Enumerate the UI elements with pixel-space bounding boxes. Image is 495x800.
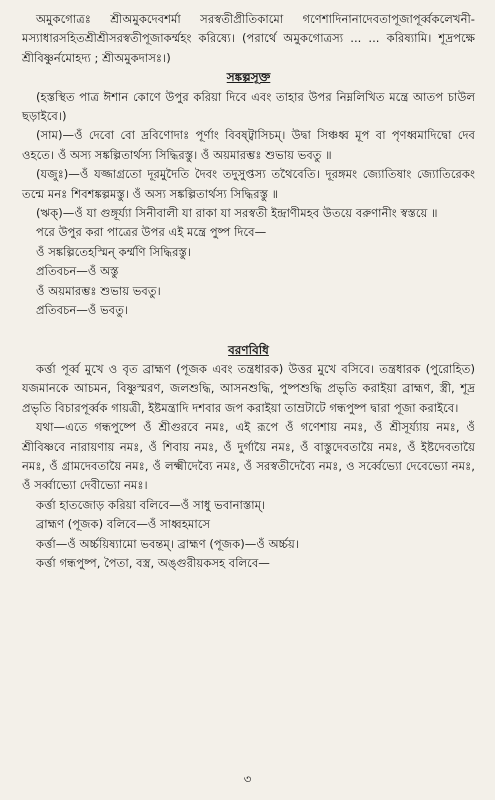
section-heading-baranabidhi: বরণবিধি bbox=[228, 342, 269, 357]
after-paragraph: পরে উপুর করা পাত্রের উপর এই মন্ত্রে পুষ্প দিবে— bbox=[36, 225, 267, 240]
body-paragraph: কর্ত্তা পূর্ব্ব মুখে ও বৃত ব্রাহ্মণ (পূজক এবং তন্ত্রধারক) উত্তর মুখে বসিবে। তন্ত্রধারক (পুরোহিত) যজমানকে আচমন, বিষ্ণুস্মরণ, জলশুদ্ধি, আসনশুদ্ধি, পুষ্পশুদ্ধি প্রভৃতি করাইয়া ব্রাহ্মণ, স্ত্রী, শূদ্র প্রভৃতি বিচারপূর্ব্বক গায়ত্রী, ইষ্টমন্ত্রাদি দশবার জপ করাইয়া তাম্রটাটে গন্ধপুষ্প দ্বারা পূজা করাইবে। bbox=[22, 361, 475, 415]
verse-yajuh: (যজুঃ)—ওঁ যজ্জাগ্রতো দূরমুদৈতি দৈবং তদুসুপ্তস্য তথৈবেতি। দূরঙ্গমং জ্যোতিষাং জ্যোতিরেকং তন্মে মনঃ শিবশঙ্কল্পমস্তু। ওঁ অস্য সঙ্কল্পিতার্থস্য সিদ্ধিরস্তু ॥ bbox=[22, 167, 475, 201]
dialogue-line: কর্ত্তা—ওঁ অর্চ্চয়িষ্যামো ভবন্তম্‌। ব্রাহ্মণ (পূজক)—ওঁ অর্চ্চয়। bbox=[36, 536, 299, 551]
mantra-line: ওঁ সঙ্কল্পিতেহস্মিন্‌ কর্ম্মণি সিদ্ধিরস্তু। bbox=[36, 244, 191, 259]
instruction-paragraph: (হস্তস্থিত পাত্র ঈশান কোণে উপুর করিয়া দিবে এবং তাহার উপর নিম্নলিখিত মন্ত্রে আতপ চাউল ছড়াইবে।) bbox=[22, 89, 475, 124]
section-heading-sankalpa: সঙ্কল্পসূক্ত bbox=[226, 70, 271, 85]
intro-paragraph: অমুকগোত্রঃ শ্রীঅমুকদেবশর্মা সরস্বতীপ্রীতিকামো গণেশাদিনানাদেবতাপূজাপূর্ব্বকলেখনী-মস্যাধারসহিতশ্রীশ্রীসরস্বতীপূজাকর্ম্মহং করিষ্যে। (পরার্থে অমুকগোত্রস্য ... ... করিষ্যামি। শূদ্রপক্ষে শ্রীবিষ্ণুর্নমোহদ্য ; শ্রীঅমুকদাসঃ।) bbox=[22, 12, 475, 65]
body-paragraph: যথা—এতে গন্ধপুষ্পে ওঁ শ্রীগুরবে নমঃ, এই রূপে ওঁ গণেশায় নমঃ, ওঁ শ্রীসূর্য্যায় নমঃ, ওঁ শ্রীবিষ্ণবে নারায়ণায় নমঃ, ওঁ শিবায় নমঃ, ওঁ দুর্গায়ৈ নমঃ, ওঁ বাস্তুদেবতায়ৈ নমঃ, ওঁ ইষ্টদেবতায়ৈ নমঃ, ওঁ গ্রামদেবতায়ৈ নমঃ, ওঁ লক্ষ্মীদেব্যৈ নমঃ, ওঁ সরস্বতীদেব্যৈ নমঃ, ও সর্ব্বেভ্যো দেবেভ্যো নমঃ, ওঁ সর্ব্বাভ্যো দেবীভ্যো নমঃ। bbox=[22, 420, 475, 493]
verse-sama: (সাম)—ওঁ দেবো বো দ্রবিণোদাঃ পূর্ণাং বিবষ্ট্বাসিচম্‌। উদ্বা সিঞ্চধ্ব মূপ বা পৃণধ্বমাদিদ্বো দেব ওহতে। ওঁ অস্য সঙ্কল্পিতার্থস্য সিদ্ধিরস্তু। ওঁ অয়মারম্ভঃ শুভায় ভবতু ॥ bbox=[22, 128, 475, 162]
response-line: প্রতিবচন—ওঁ অস্তু bbox=[36, 264, 119, 279]
dialogue-line: কর্ত্তা হাতজোড় করিয়া বলিবে—ওঁ সাধু ভবানাস্তাম্‌। bbox=[36, 497, 266, 512]
dialogue-line: ব্রাহ্মণ (পূজক) বলিবে—ওঁ সাধ্বহমাসে bbox=[36, 517, 211, 532]
mantra-line: ওঁ অয়মারম্ভঃ শুভায় ভবতু। bbox=[36, 283, 161, 298]
verse-rik: (ঋক্‌)—ওঁ যা গুঙ্গূর্য্যা সিনীবালী যা রাকা যা সরস্বতী ইন্দ্রাণীমহব উতয়ে বরুণানীং স্বস্তয়ে ॥ bbox=[36, 206, 438, 221]
dialogue-line: কর্ত্তা গন্ধপুষ্প, পৈতা, বস্ত্র, অঙ্গুরীয়কসহ বলিবে— bbox=[36, 555, 270, 570]
page-number: ৩ bbox=[243, 772, 252, 786]
response-line: প্রতিবচন—ওঁ ভবতু। bbox=[36, 303, 129, 318]
